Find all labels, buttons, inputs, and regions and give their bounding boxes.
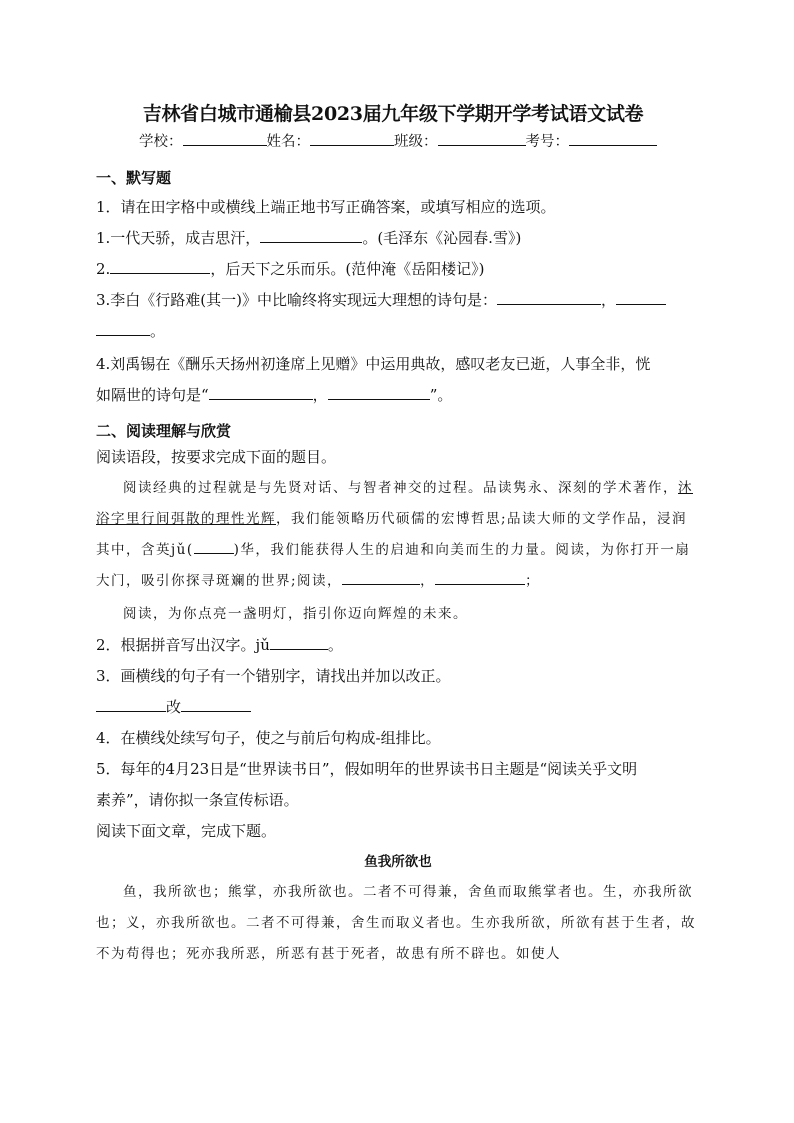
question-1-4 bbox=[96, 349, 700, 411]
section-2-title: 二、阅读理解与欣赏 bbox=[96, 422, 232, 440]
question-2-4: 4．在横线处续写句子，使之与前后句构成-组排比。 bbox=[96, 729, 441, 747]
question-2-5 bbox=[96, 754, 700, 816]
question-2-3-answer bbox=[96, 692, 700, 723]
q2-text-b: ，后天下之乐而乐。(范仲淹《岳阳楼记》) bbox=[210, 260, 485, 278]
class-field[interactable] bbox=[438, 130, 526, 146]
reading-passage-paragraph-1 bbox=[96, 473, 700, 597]
passage-text-b: ，我们能领略历代硕儒的宏博哲思;品读大师的文学作品，浸润其中，含英jǔ( bbox=[96, 511, 688, 558]
classical-text-body: 鱼，我所欲也；熊掌，亦我所欲也。二者不可得兼，舍鱼而取熊掌者也。生，亦我所欲也；义，亦我所欲也。二者不可得兼，舍生而取义者也。生亦我所欲，所欲有甚于生者，故不为苟得也；死亦我所恶，所恶有甚于死者，故患有所不辟也。如使人 bbox=[96, 884, 696, 962]
passage-text-c: )华，我们能获得人生的启迪和向美而生的力量。阅读，为你打开一扇大门，吸引你探寻斑斓的世界;阅读， bbox=[96, 542, 691, 589]
exam-page bbox=[96, 100, 700, 970]
q1-text-a: 1.一代天骄，成吉思汗， bbox=[96, 229, 261, 247]
q4-answer-blank-1[interactable] bbox=[209, 384, 313, 400]
passage-pinyin-blank[interactable] bbox=[194, 538, 234, 554]
exam-no-field[interactable] bbox=[569, 130, 657, 146]
q2-answer-blank[interactable] bbox=[110, 258, 210, 274]
q2-text-a: 2. bbox=[96, 260, 111, 278]
name-label: 姓名： bbox=[266, 134, 310, 150]
q4-text-c: ， bbox=[312, 386, 328, 404]
school-field[interactable] bbox=[183, 130, 267, 146]
school-label: 学校： bbox=[139, 134, 183, 150]
question-2-2 bbox=[96, 630, 700, 661]
q3-text-b: ， bbox=[601, 291, 617, 309]
reading-passage-paragraph-2: 阅读，为你点亮一盏明灯，指引你迈向辉煌的未来。 bbox=[123, 606, 468, 622]
q3-answer-blank-1[interactable] bbox=[497, 289, 601, 305]
q1-answer-blank[interactable] bbox=[260, 227, 362, 243]
exam-title: 吉林省白城市通榆县2023届九年级下学期开学考试语文试卷 bbox=[142, 103, 644, 125]
passage-text-d: ， bbox=[420, 573, 436, 589]
q4-text-d: ”。 bbox=[429, 386, 453, 404]
q4-text-a: 4.刘禹锡在《酬乐天扬州初逢席上见赠》中运用典故，感叹老友已逝，人事全非，恍 bbox=[96, 355, 651, 373]
q3-text-a: 3.李白《行路难(其一)》中比喻终将实现远大理想的诗句是： bbox=[96, 291, 498, 309]
q2-3-wrong-char-blank[interactable] bbox=[96, 696, 166, 712]
exam-no-label: 考号： bbox=[525, 134, 569, 150]
passage-continuation-blank-3[interactable] bbox=[513, 569, 525, 585]
q2-3-change-label: 改 bbox=[166, 698, 182, 716]
name-field[interactable] bbox=[310, 130, 394, 146]
student-info-line bbox=[96, 130, 700, 154]
passage-text-a: 阅读经典的过程就是与先贤对话、与智者神交的过程。品读隽永、深刻的学术著作， bbox=[123, 480, 678, 496]
class-label: 班级： bbox=[394, 134, 438, 150]
q2-3-correct-char-blank[interactable] bbox=[181, 696, 251, 712]
q3-text-c: 。 bbox=[150, 322, 166, 340]
section-2-intro-2: 阅读下面文章，完成下题。 bbox=[96, 822, 277, 840]
passage-text-e: ； bbox=[525, 573, 541, 589]
question-1-3 bbox=[96, 285, 700, 347]
passage-underlined-sentence: 沐浴字里行间弭散的理性光辉 bbox=[96, 480, 693, 527]
q2-5-text-a: 5．每年的4月23日是“世界读书日”，假如明年的世界读书日主题是“阅读关乎文明 bbox=[96, 760, 638, 778]
passage-continuation-blank-1[interactable] bbox=[342, 569, 420, 585]
q2-5-text-b: 素养”，请你拟一条宣传标语。 bbox=[96, 791, 299, 809]
q2-2-answer-blank[interactable] bbox=[270, 634, 328, 650]
q2-2-text-end: 。 bbox=[327, 636, 343, 654]
question-1-2 bbox=[96, 254, 700, 285]
q3-answer-blank-2b[interactable] bbox=[96, 320, 150, 336]
q4-text-b: 如隔世的诗句是“ bbox=[96, 386, 209, 404]
q3-answer-blank-2a[interactable] bbox=[616, 289, 666, 305]
classical-text-title: 鱼我所欲也 bbox=[364, 854, 432, 870]
section-2-intro: 阅读语段，按要求完成下面的题目。 bbox=[96, 448, 337, 466]
question-2-3: 3．画横线的句子有一个错别字，请找出并加以改正。 bbox=[96, 667, 451, 685]
q4-answer-blank-2[interactable] bbox=[328, 384, 430, 400]
passage-continuation-blank-2[interactable] bbox=[435, 569, 513, 585]
q2-2-text: 2．根据拼音写出汉字。jǔ bbox=[96, 636, 270, 654]
q1-text-b: 。(毛泽东《沁园春.雪》) bbox=[362, 229, 522, 247]
section-1-instruction: 1．请在田字格中或横线上端正地书写正确答案，或填写相应的选项。 bbox=[96, 198, 556, 216]
section-1-title: 一、默写题 bbox=[96, 169, 172, 187]
question-1-1 bbox=[96, 223, 700, 254]
